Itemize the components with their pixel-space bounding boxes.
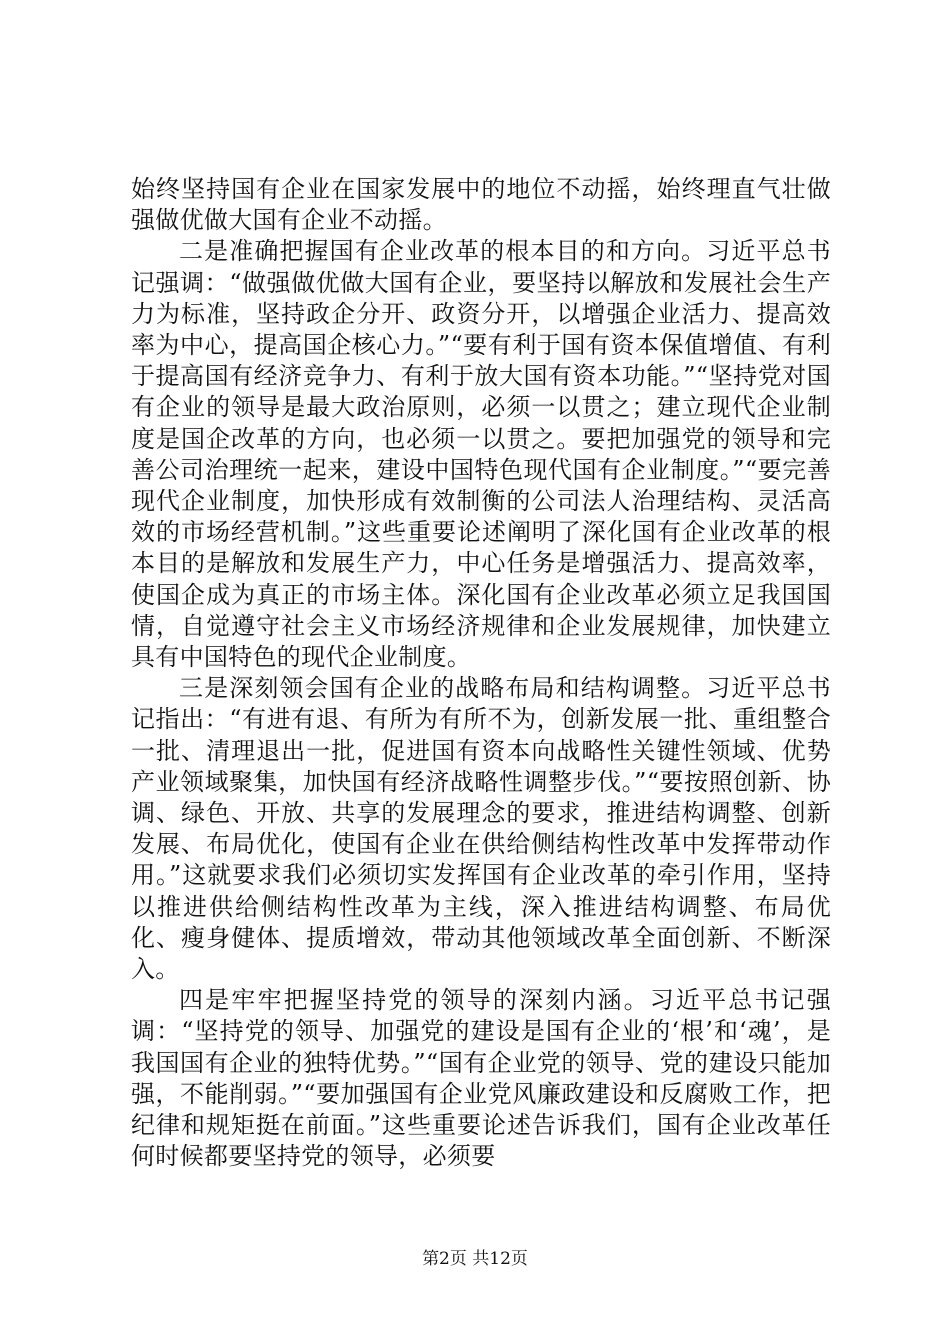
paragraph-4: 四是牢牢把握坚持党的领导的深刻内涵。习近平总书记强调：“坚持党的领导、加强党的建设是国有企业的‘根’和‘魂’，是我国国有企业的独特优势。”“国有企业党的领导、党的建设只能加强，不能削弱。”“要加强国有企业党风廉政建设和反腐败工作，把纪律和规矩挺在前面。”这些重要论述告诉我们，国有企业改革任何时候都要坚持党的领导，必须要	[131, 986, 831, 1171]
page-number-footer: 第2页 共12页	[422, 1249, 528, 1269]
paragraph-2: 二是准确把握国有企业改革的根本目的和方向。习近平总书记强调：“做强做优做大国有企业，要坚持以解放和发展社会生产力为标准，坚持政企分开、政资分开，以增强企业活力、提高效率为中心，提高国企核心力。”“要有利于国有资本保值增值、有利于提高国有经济竞争力、有利于放大国有资本功能。”“坚持党对国有企业的领导是最大政治原则，必须一以贯之；建立现代企业制度是国企改革的方向，也必须一以贯之。要把加强党的领导和完善公司治理统一起来，建设中国特色现代国有企业制度。”“要完善现代企业制度，加快形成有效制衡的公司法人治理结构、灵活高效的市场经营机制。”这些重要论述阐明了深化国有企业改革的根本目的是解放和发展生产力，中心任务是增强活力、提高效率，使国企成为真正的市场主体。深化国有企业改革必须立足我国国情，自觉遵守社会主义市场经济规律和企业发展规律，加快建立具有中国特色的现代企业制度。	[131, 237, 831, 672]
paragraph-3: 三是深刻领会国有企业的战略布局和结构调整。习近平总书记指出：“有进有退、有所为有所不为，创新发展一批、重组整合一批、清理退出一批，促进国有资本向战略性关键性领域、优势产业领域聚集，加快国有经济战略性调整步伐。”“要按照创新、协调、绿色、开放、共享的发展理念的要求，推进结构调整、创新发展、布局优化，使国有企业在供给侧结构性改革中发挥带动作用。”这就要求我们必须切实发挥国有企业改革的牵引作用，坚持以推进供给侧结构性改革为主线，深入推进结构调整、布局优化、瘦身健体、提质增效，带动其他领域改革全面创新、不断深入。	[131, 674, 831, 984]
document-body	[131, 174, 831, 1173]
paragraph-1: 始终坚持国有企业在国家发展中的地位不动摇，始终理直气壮做强做优做大国有企业不动摇。	[131, 175, 831, 235]
